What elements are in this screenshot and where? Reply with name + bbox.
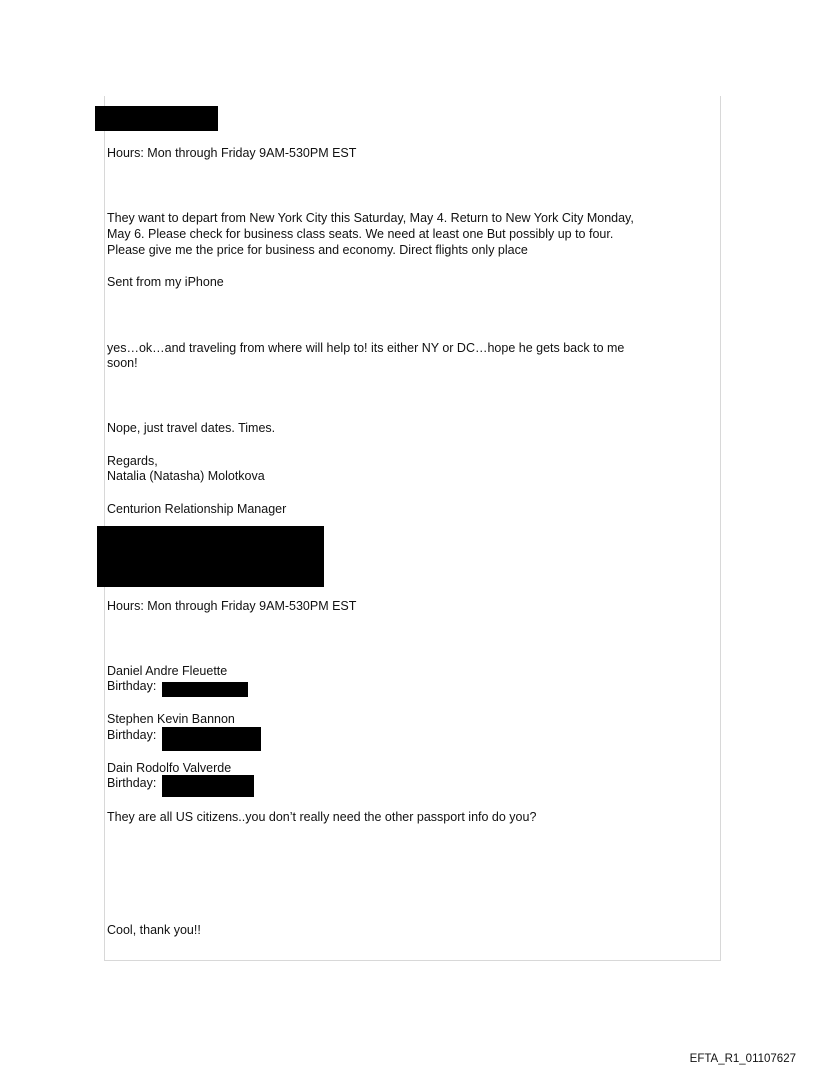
request-line-2: May 6. Please check for business class seats. We need at least one But possibly up to four. <box>107 227 614 241</box>
reply-line-2: soon! <box>107 356 138 370</box>
passenger-name-3: Dain Rodolfo Valverde <box>107 761 232 775</box>
signature-regards: Regards, <box>107 454 158 468</box>
citizens-text: They are all US citizens..you don’t really need the other passport info do you? <box>107 810 537 824</box>
passenger-birthday-label-2: Birthday: <box>107 728 157 742</box>
document-id-footer: EFTA_R1_01107627 <box>689 1053 796 1065</box>
redaction-birthday-1 <box>162 682 248 697</box>
signature-title: Centurion Relationship Manager <box>107 502 287 516</box>
redaction-block-signature <box>97 526 324 587</box>
signature-name: Natalia (Natasha) Molotkova <box>107 469 265 483</box>
thanks-text: Cool, thank you!! <box>107 923 201 937</box>
sent-from-text: Sent from my iPhone <box>107 275 224 289</box>
redaction-birthday-2 <box>162 727 261 751</box>
reply-line-1: yes…ok…and traveling from where will help to! its either NY or DC…hope he gets back to me <box>107 341 625 355</box>
passenger-birthday-label-3: Birthday: <box>107 776 157 790</box>
passenger-name-2: Stephen Kevin Bannon <box>107 712 235 726</box>
passenger-birthday-label-1: Birthday: <box>107 679 157 693</box>
request-line-1: They want to depart from New York City this Saturday, May 4. Return to New York City Monday, <box>107 211 634 225</box>
redaction-block-header <box>95 106 218 131</box>
hours-text: Hours: Mon through Friday 9AM-530PM EST <box>107 146 357 160</box>
nope-text: Nope, just travel dates. Times. <box>107 421 276 435</box>
redaction-birthday-3 <box>162 775 254 797</box>
hours-text-2: Hours: Mon through Friday 9AM-530PM EST <box>107 599 357 613</box>
passenger-name-1: Daniel Andre Fleuette <box>107 664 228 678</box>
request-line-3: Please give me the price for business and economy. Direct flights only place <box>107 243 528 257</box>
